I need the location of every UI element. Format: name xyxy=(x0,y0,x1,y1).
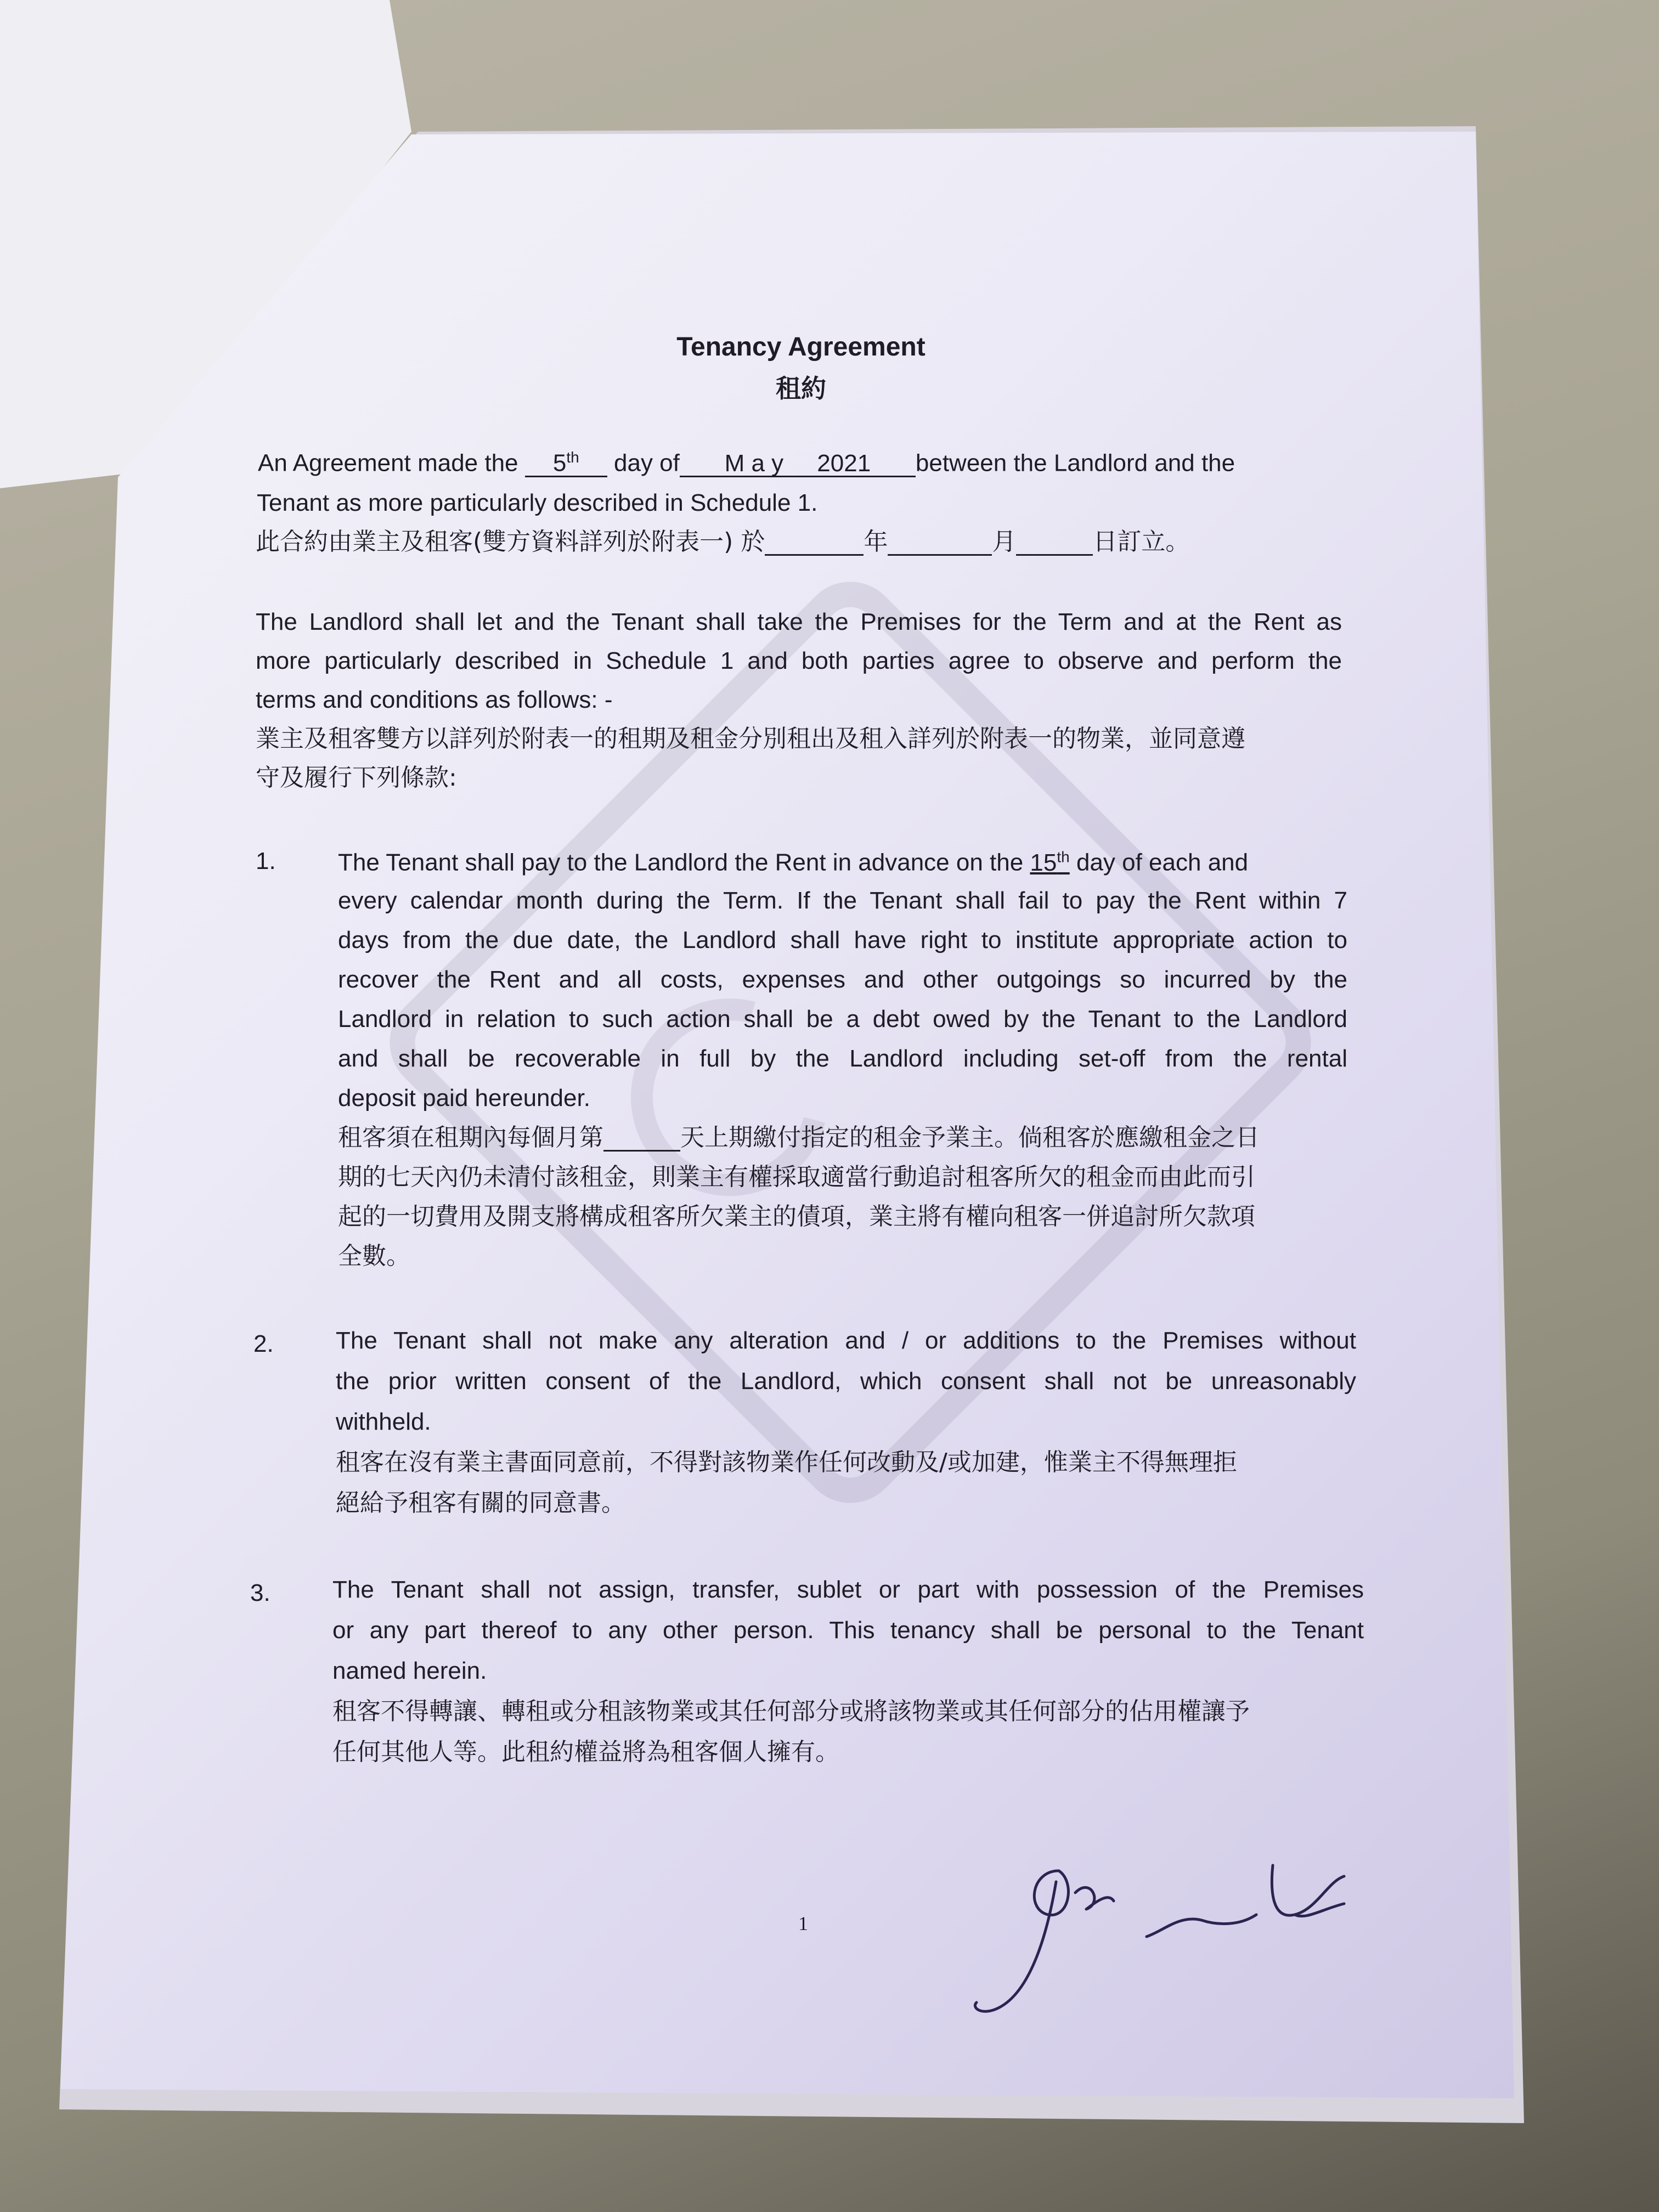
intro-prefix: An Agreement made the xyxy=(258,449,518,477)
rent-due-day xyxy=(1030,849,1069,876)
month-year-blank xyxy=(680,449,916,477)
day-blank xyxy=(525,450,607,477)
document-title-chinese: 租約 xyxy=(776,374,826,403)
clause-1-line-3: days from the due date, the Landlord shall have right to institute appropriate action to xyxy=(338,927,1347,953)
preamble-zh-line-2: 守及履行下列條款: xyxy=(256,764,457,792)
clause-1-line-1b: day of each and xyxy=(1076,849,1249,876)
zh-rent-day-blank xyxy=(603,1126,680,1152)
zh-day-blank xyxy=(1016,530,1093,556)
clause-1-line-1 xyxy=(338,849,1248,875)
clause-1-line-7: deposit paid hereunder. xyxy=(338,1085,590,1111)
document-title: Tenancy Agreement xyxy=(676,332,926,362)
intro-zh-year: 年 xyxy=(864,528,888,556)
zh-month-blank xyxy=(888,530,992,556)
clause-1-line-2: every calendar month during the Term. If the Tenant shall fail to pay the Rent within 7 xyxy=(338,887,1347,914)
handwritten-signature xyxy=(966,1849,1361,2030)
intro-line-1 xyxy=(258,450,1235,477)
clause-1-line-1a: The Tenant shall pay to the Landlord the Rent in advance on the xyxy=(338,849,1024,876)
month-value: M a y xyxy=(724,449,784,477)
clause-2-line-1: The Tenant shall not make any alteration and / or additions to the Premises without xyxy=(336,1327,1356,1354)
clause-2-zh-line-1: 租客在沒有業主書面同意前，不得對該物業作任何改動及/或加建，惟業主不得無理拒 xyxy=(336,1448,1237,1476)
rent-due-day-value: 15 xyxy=(1030,849,1057,876)
clause-2-zh-line-2: 絕給予租客有關的同意書。 xyxy=(336,1489,625,1517)
clause-1-line-4: recover the Rent and all costs, expenses and other outgoings so incurred by the xyxy=(338,966,1347,993)
page-number: 1 xyxy=(798,1912,808,1934)
clause-2-line-2: the prior written consent of the Landlord, which consent shall not be unreasonably xyxy=(336,1368,1356,1395)
clause-2-number: 2. xyxy=(253,1330,274,1357)
clause-1-line-5: Landlord in relation to such action shall be a debt owed by the Tenant to the Landlord xyxy=(338,1006,1347,1032)
zh-year-blank xyxy=(765,530,864,556)
preamble-zh-line-1: 業主及租客雙方以詳列於附表一的租期及租金分別租出及租入詳列於附表一的物業，並同意遵 xyxy=(256,725,1245,753)
intro-mid: day of xyxy=(614,449,680,477)
clause-1-number: 1. xyxy=(256,848,276,874)
clause-3-number: 3. xyxy=(250,1579,270,1606)
clause-3-zh-line-1: 租客不得轉讓、轉租或分租該物業或其任何部分或將該物業或其任何部分的佔用權讓予 xyxy=(332,1697,1250,1725)
year-value: 2021 xyxy=(817,449,871,477)
clause-1-zh-line-1 xyxy=(338,1126,1260,1152)
clause-3-line-2: or any part thereof to any other person. This tenancy shall be personal to the Tenant xyxy=(332,1617,1364,1644)
clause-1-zh-line-4: 全數。 xyxy=(338,1242,410,1270)
preamble-line-2: more particularly described in Schedule 1 and both parties agree to observe and perform the xyxy=(256,647,1342,674)
intro-line-zh xyxy=(256,530,1189,556)
day-value: 5 xyxy=(552,449,567,477)
clause-3-zh-line-2: 任何其他人等。此租約權益將為租客個人擁有。 xyxy=(332,1738,839,1766)
clause-2-line-3: withheld. xyxy=(336,1408,431,1435)
preamble-line-3: terms and conditions as follows: - xyxy=(256,686,613,713)
day-suffix: th xyxy=(566,449,579,466)
clause-1-zh-line-1a: 租客須在租期內每個月第 xyxy=(338,1124,603,1152)
intro-zh-prefix: 此合約由業主及租客(雙方資料詳列於附表一) 於 xyxy=(256,528,765,556)
intro-zh-month: 月 xyxy=(992,528,1017,556)
clause-1-line-6: and shall be recoverable in full by the Landlord including set-off from the rental xyxy=(338,1045,1347,1072)
rent-due-day-suffix: th xyxy=(1057,848,1070,865)
clause-1-zh-line-2: 期的七天內仍未清付該租金，則業主有權採取適當行動追討租客所欠的租金而由此而引 xyxy=(338,1163,1255,1191)
intro-line-2: Tenant as more particularly described in Schedule 1. xyxy=(257,489,818,516)
clause-1-zh-line-1b: 天上期繳付指定的租金予業主。倘租客於應繳租金之日 xyxy=(680,1124,1260,1152)
clause-3-line-3: named herein. xyxy=(332,1657,487,1684)
clause-1-zh-line-3: 起的一切費用及開支將構成租客所欠業主的債項，業主將有權向租客一併追討所欠款項 xyxy=(338,1203,1255,1231)
preamble-line-1: The Landlord shall let and the Tenant shall take the Premises for the Term and at the Rent as xyxy=(256,608,1342,635)
intro-zh-day-suffix: 日訂立。 xyxy=(1093,528,1190,556)
intro-suffix: between the Landlord and the xyxy=(915,449,1235,477)
clause-3-line-1: The Tenant shall not assign, transfer, sublet or part with possession of the Premises xyxy=(332,1576,1364,1603)
